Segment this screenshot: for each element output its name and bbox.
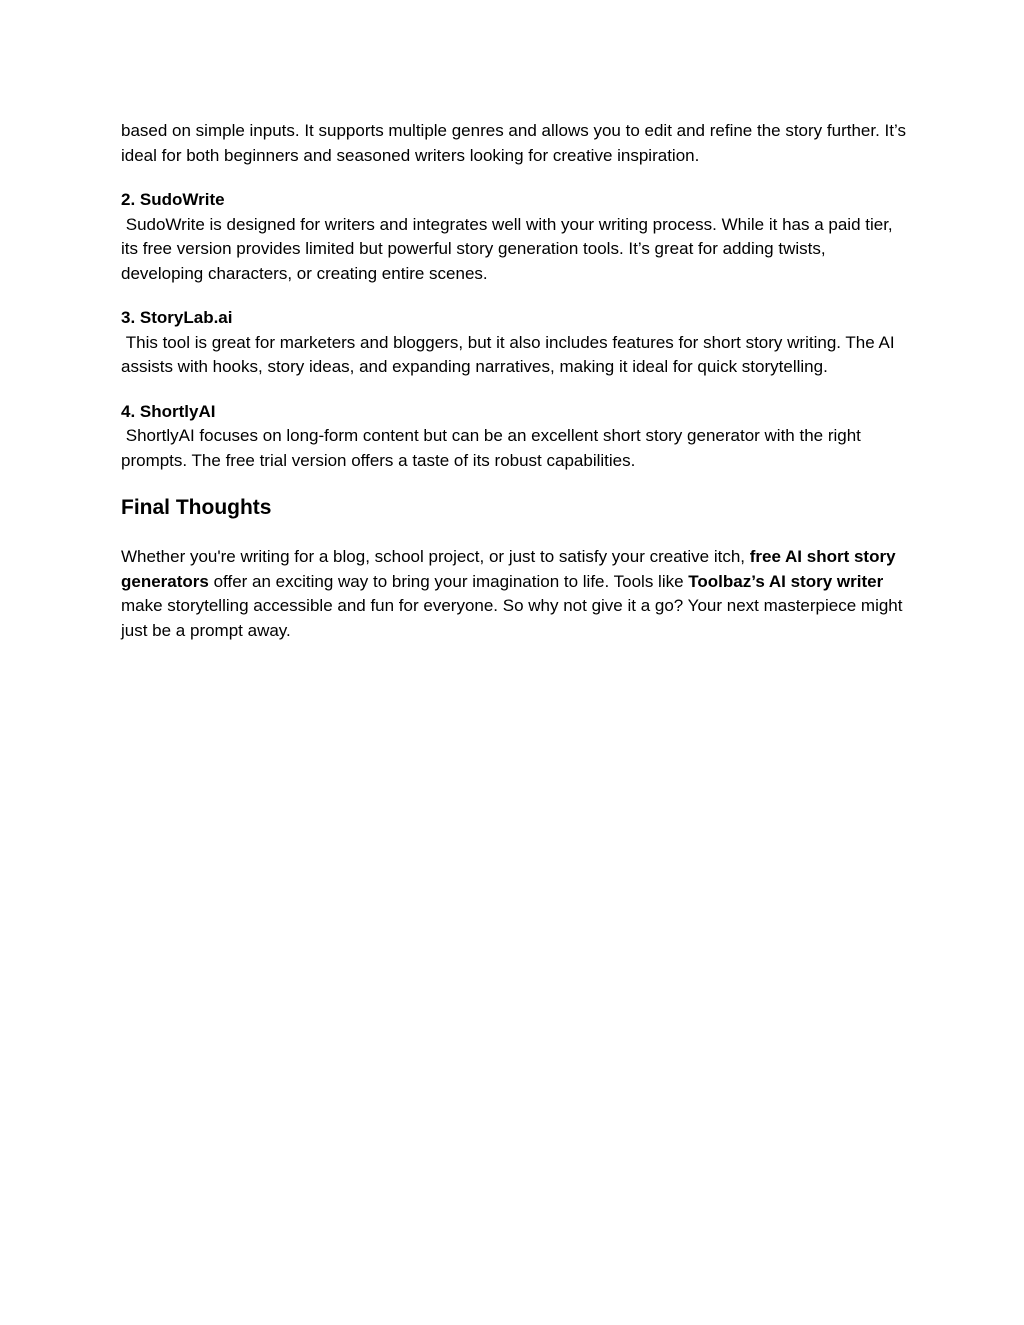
final-thoughts-paragraph (121, 545, 911, 643)
tool-description: ShortlyAI focuses on long-form content but can be an excellent short story generator with the right prompts. The free trial version offers a taste of its robust capabilities. (121, 426, 866, 470)
tool-description: SudoWrite is designed for writers and integrates well with your writing process. While it has a paid tier, its free version provides limited but powerful story generation tools. It’s great for adding twists, developing characters, or creating entire scenes. (121, 214, 898, 283)
tool-title: 3. StoryLab.ai (121, 308, 233, 327)
final-thoughts-heading: Final Thoughts (121, 496, 272, 519)
tool-item-sudowrite (121, 188, 911, 286)
tool-item-storylab (121, 306, 911, 380)
final-text-part: Whether you're writing for a blog, school project, or just to satisfy your creative itch, (121, 547, 750, 566)
document-page (121, 119, 911, 643)
final-text-part: make storytelling accessible and fun for everyone. So why not give it a go? Your next masterpiece might just be a prompt away. (121, 596, 903, 640)
tool-item-shortlyai (121, 400, 911, 474)
tool-title: 4. ShortlyAI (121, 401, 216, 421)
final-text-part: offer an exciting way to bring your imagination to life. Tools like (208, 571, 689, 591)
tool-title: 2. SudoWrite (121, 190, 225, 209)
final-bold-text: Toolbaz’s AI story writer (688, 571, 884, 591)
final-bold-text: free AI short story generators (121, 547, 896, 591)
tool-description: This tool is great for marketers and bloggers, but it also includes features for short story writing. The AI assists with hooks, story ideas, and expanding narratives, making it ideal for quick storytelling. (121, 332, 900, 376)
intro-paragraph: based on simple inputs. It supports multiple genres and allows you to edit and refine the story further. It’s ideal for both beginners and seasoned writers looking for creative inspiration. (121, 121, 906, 165)
